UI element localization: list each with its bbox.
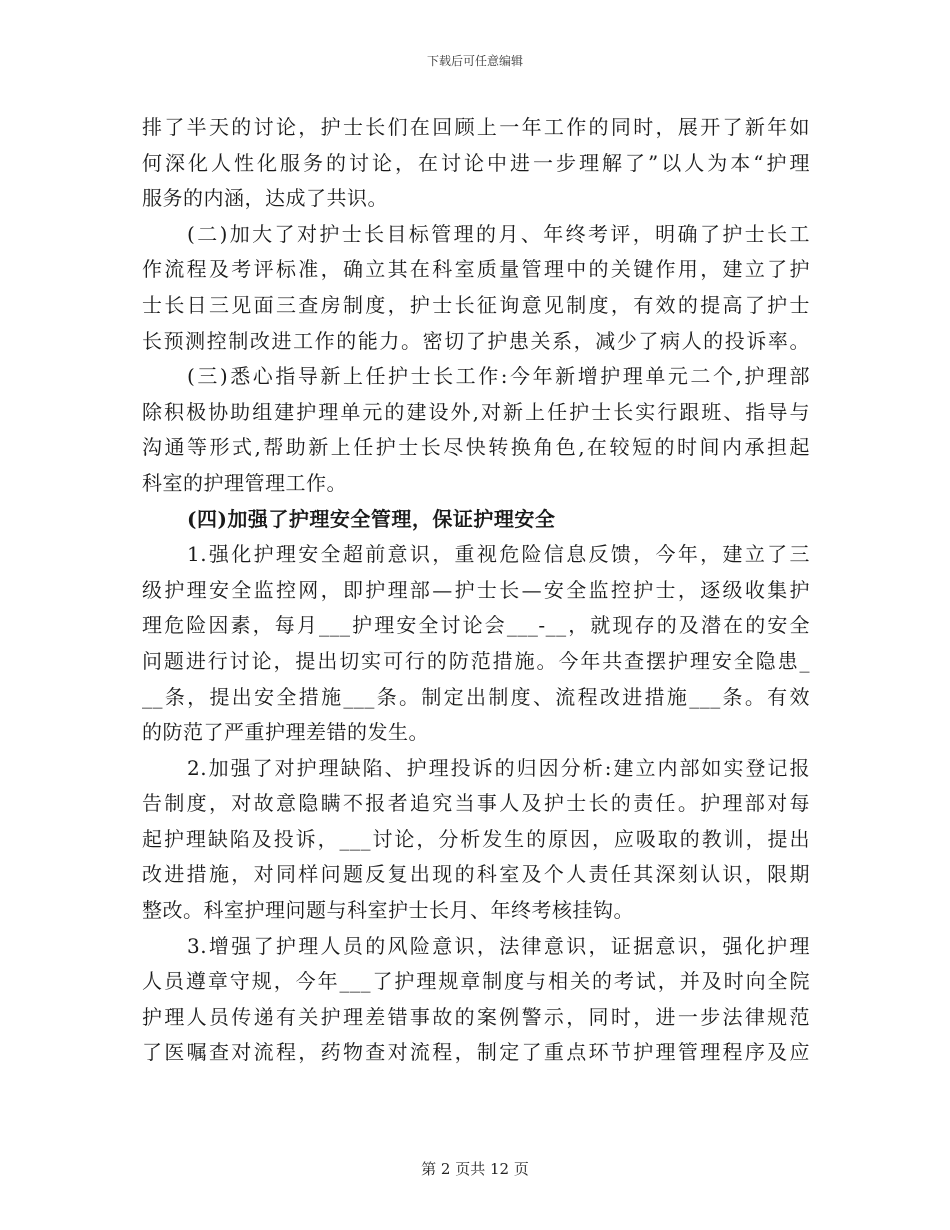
body-text-line: 人员遵章守规，今年___了护理规章制度与相关的考试，并及时向全院 [142, 969, 810, 994]
body-text-line: (二)加大了对护士长目标管理的月、年终考评，明确了护士长工 [187, 221, 810, 246]
body-text-line: 作流程及考评标准，确立其在科室质量管理中的关键作用，建立了护 [142, 257, 810, 282]
body-text-line: 护理人员传递有关护理差错事故的案例警示，同时，进一步法律规范 [142, 1004, 810, 1029]
body-text-line: 改进措施，对同样问题反复出现的科室及个人责任其深刻认识，限期 [142, 862, 810, 887]
body-text-line: 2.加强了对护理缺陷、护理投诉的归因分析:建立内部如实登记报 [187, 755, 810, 780]
body-text-line: (三)悉心指导新上任护士长工作:今年新增护理单元二个,护理部 [187, 364, 810, 389]
body-text-line: 服务的内涵，达成了共识。 [142, 186, 388, 211]
document-body [142, 110, 810, 1071]
body-text-line: 3.增强了护理人员的风险意识，法律意识，证据意识，强化护理 [187, 933, 810, 958]
body-text-line: 长预测控制改进工作的能力。密切了护患关系，减少了病人的投诉率。 [142, 328, 810, 353]
body-text-line: 何深化人性化服务的讨论，在讨论中进一步理解了”以人为本“护理 [142, 150, 810, 175]
page-footer: 第 2 页共 12 页 [421, 1160, 529, 1178]
body-text-line: __条，提出安全措施___条。制定出制度、流程改进措施___条。有效 [142, 684, 810, 709]
body-text-line: 了医嘱查对流程，药物查对流程，制定了重点环节护理管理程序及应 [142, 1040, 810, 1065]
body-text-line: 理危险因素，每月___护理安全讨论会___-__，就现存的及潜在的安全 [142, 613, 810, 638]
body-text-line: 排了半天的讨论，护士长们在回顾上一年工作的同时，展开了新年如 [142, 115, 810, 139]
body-text-line: 士长日三见面三查房制度，护士长征询意见制度，有效的提高了护士 [142, 292, 810, 317]
body-text-line: 科室的护理管理工作。 [142, 470, 347, 495]
body-text-line: 起护理缺陷及投诉，___讨论，分析发生的原因，应吸取的教训，提出 [142, 826, 810, 851]
section-heading: (四)加强了护理安全管理，保证护理安全 [187, 506, 556, 531]
body-text-line: 问题进行讨论，提出切实可行的防范措施。今年共查摆护理安全隐患_ [142, 648, 810, 673]
body-text-line: 告制度，对故意隐瞒不报者追究当事人及护士长的责任。护理部对每 [142, 791, 810, 816]
body-text-line: 1.强化护理安全超前意识，重视危险信息反馈，今年，建立了三 [187, 542, 810, 567]
body-text-line: 的防范了严重护理差错的发生。 [142, 720, 429, 745]
page-header: 下载后可任意编辑 [426, 54, 523, 68]
body-text-line: 除积极协助组建护理单元的建设外,对新上任护士长实行跟班、指导与 [142, 399, 810, 424]
body-text-line: 级护理安全监控网，即护理部—护士长—安全监控护士，逐级收集护 [142, 577, 810, 602]
body-text-line: 整改。科室护理问题与科室护士长月、年终考核挂钩。 [142, 898, 634, 923]
body-text-line: 沟通等形式,帮助新上任护士长尽快转换角色,在较短的时间内承担起 [142, 435, 810, 460]
